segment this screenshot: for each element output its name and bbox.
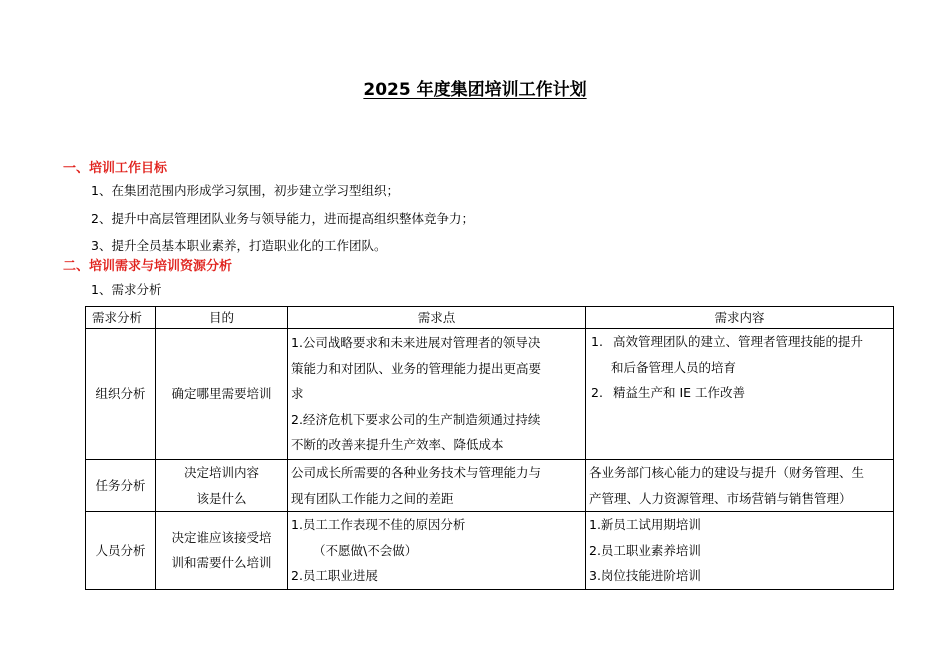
need-content-line: 2.员工职业素养培训 [589, 542, 701, 558]
need-point-line: 不断的改善来提升生产效率、降低成本 [291, 437, 504, 453]
document-title: 2025 年度集团培训工作计划 [363, 80, 587, 100]
numbered-item [589, 329, 890, 355]
subheading-needs-analysis: 1、需求分析 [91, 282, 162, 297]
column-header: 目的 [156, 307, 288, 329]
goal-line: 决定谁应该接受培 [171, 529, 272, 545]
goal-cell [156, 460, 288, 512]
need-point-line: 策能力和对团队、业务的管理能力提出更高要 [291, 360, 542, 376]
table-header-row [86, 307, 894, 329]
needs-analysis-table [85, 306, 894, 590]
goal-cell [156, 329, 288, 460]
goal-line: 训和需要什么培训 [171, 555, 272, 571]
table-row [86, 329, 894, 460]
goals-list [91, 182, 474, 265]
table-row [86, 460, 894, 512]
item-number: 1. [591, 334, 603, 349]
goal-line: 确定哪里需要培训 [171, 386, 272, 402]
need-point-line: 现有团队工作能力之间的差距 [291, 490, 454, 506]
item-text: 高效管理团队的建立、管理者管理技能的提升 [613, 334, 864, 349]
need-content-line: 3.岗位技能进阶培训 [589, 568, 701, 583]
need-point-line: 公司成长所需要的各种业务技术与管理能力与 [291, 465, 542, 480]
item-text-continued: 和后备管理人员的培育 [611, 359, 737, 375]
goal-line: 该是什么 [196, 490, 247, 506]
section-heading-training-goals: 一、培训工作目标 [63, 161, 168, 176]
need-content-line: 1.新员工试用期培训 [589, 517, 701, 532]
need-point-cell [288, 329, 586, 460]
need-point-line: 1.员工工作表现不佳的原因分析 [291, 517, 466, 532]
item-text: 精益生产和 IE 工作改善 [613, 385, 746, 400]
need-point-cell [288, 460, 586, 512]
goal-line: 决定培训内容 [183, 465, 259, 480]
goal-item: 3、提升全员基本职业素养，打造职业化的工作团队。 [91, 238, 387, 253]
column-header: 需求内容 [586, 307, 894, 329]
goal-item: 2、提升中高层管理团队业务与领导能力，进而提高组织整体竞争力； [91, 210, 474, 226]
need-content-cell [586, 329, 894, 460]
goal-cell [156, 512, 288, 590]
need-content-line: 产管理、人力资源管理、市场营销与销售管理） [589, 490, 852, 506]
numbered-item [589, 380, 890, 406]
analysis-type-cell: 人员分析 [86, 512, 156, 590]
analysis-type-cell: 任务分析 [86, 460, 156, 512]
need-content-line: 各业务部门核心能力的建设与提升（财务管理、生 [589, 465, 865, 480]
need-content-cell [586, 460, 894, 512]
table-row [86, 512, 894, 590]
need-point-cell [288, 512, 586, 590]
column-header: 需求分析 [86, 307, 156, 329]
analysis-type-cell: 组织分析 [86, 329, 156, 460]
column-header: 需求点 [288, 307, 586, 329]
section-heading-needs-resources: 二、培训需求与培训资源分析 [63, 259, 233, 274]
need-content-cell [586, 512, 894, 590]
need-point-line: 求 [291, 386, 304, 402]
need-point-line: 2.员工职业进展 [291, 568, 378, 583]
item-number: 2. [591, 385, 603, 400]
goal-item: 1、在集团范围内形成学习氛围，初步建立学习型组织； [91, 183, 399, 198]
need-point-line: （不愿做\不会做） [313, 542, 418, 558]
need-point-line: 1.公司战略要求和未来进展对管理者的领导决 [291, 335, 541, 351]
need-point-line: 2.经济危机下要求公司的生产制造须通过持续 [291, 411, 541, 427]
